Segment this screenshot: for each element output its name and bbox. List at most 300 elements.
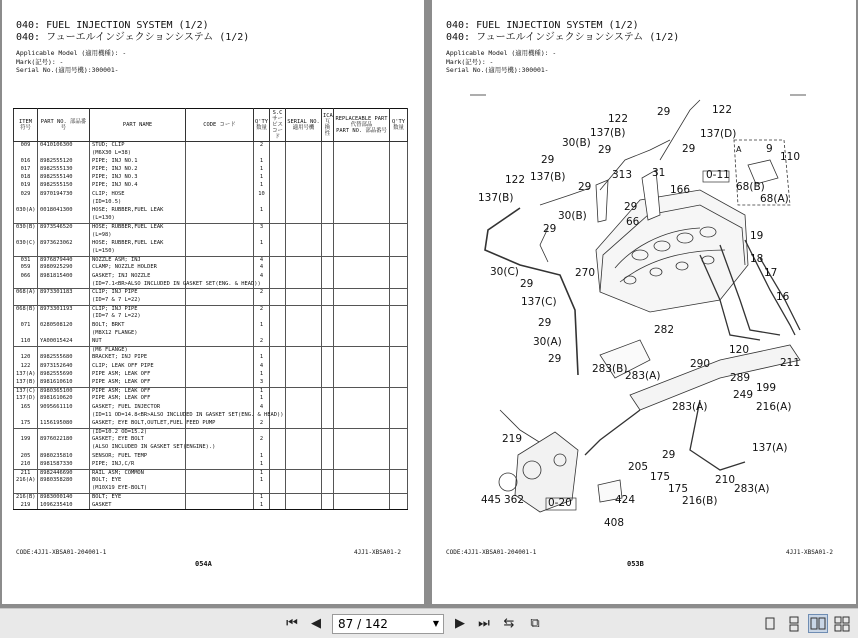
cell-code bbox=[186, 338, 254, 346]
table-row bbox=[14, 502, 408, 510]
left-page-label: 054A bbox=[195, 560, 212, 568]
cell-serial bbox=[286, 142, 322, 150]
continuous-view-icon[interactable] bbox=[784, 614, 804, 633]
cell-serial bbox=[286, 338, 322, 346]
cell-sc bbox=[270, 297, 286, 305]
callout-label: 249 bbox=[733, 389, 754, 401]
cell-sc bbox=[270, 404, 286, 412]
cell-part-no: 0018041300 bbox=[38, 207, 90, 215]
cell-repl-qty bbox=[390, 158, 408, 166]
cell-ica bbox=[322, 215, 334, 223]
cell-code bbox=[186, 191, 254, 199]
col-sc: S.C サービスコード bbox=[270, 109, 286, 142]
cell-item bbox=[14, 248, 38, 256]
cell-ica bbox=[322, 248, 334, 256]
inset-label: A bbox=[736, 145, 742, 154]
cell-part-no bbox=[38, 412, 90, 420]
cell-part-no: 8973152640 bbox=[38, 363, 90, 371]
cell-part-no: 8980925290 bbox=[38, 264, 90, 272]
cell-qty: 1 bbox=[254, 461, 270, 469]
cell-code bbox=[186, 305, 254, 313]
cell-part-name: (ID=10.2 OD=15.2) bbox=[90, 428, 186, 436]
cell-qty: 1 bbox=[254, 322, 270, 330]
cell-repl-qty bbox=[390, 256, 408, 264]
cell-repl-qty bbox=[390, 412, 408, 420]
cell-item: 137(C) bbox=[14, 387, 38, 395]
page-number-input[interactable] bbox=[332, 614, 444, 634]
cell-part-no: 1096235410 bbox=[38, 502, 90, 510]
cell-item: 030(A) bbox=[14, 207, 38, 215]
cell-part-no: 8982446690 bbox=[38, 469, 90, 477]
cell-part-no bbox=[38, 232, 90, 240]
cell-code bbox=[186, 469, 254, 477]
cell-part-name: GASKET; INJ NOZZLE bbox=[90, 273, 186, 281]
cell-part-name: CLAMP; NOZZLE HOLDER bbox=[90, 264, 186, 272]
cell-code bbox=[186, 354, 254, 362]
table-row bbox=[14, 469, 408, 477]
cell-serial bbox=[286, 363, 322, 371]
table-row bbox=[14, 273, 408, 281]
cell-part-name: (L=130) bbox=[90, 215, 186, 223]
cell-repl-part bbox=[334, 436, 390, 444]
col-qty: Q'TY 数量 bbox=[254, 109, 270, 142]
last-page-icon[interactable]: ⏭ bbox=[478, 616, 490, 631]
callout-label: 270 bbox=[575, 267, 596, 279]
right-applicable-model: Applicable Model (適用機種): - bbox=[446, 49, 557, 57]
callout-label: 283(A) bbox=[625, 370, 661, 382]
col-serial: SERIAL NO. 適用号機 bbox=[286, 109, 322, 142]
cell-qty bbox=[254, 297, 270, 305]
cell-repl-qty bbox=[390, 371, 408, 379]
table-row bbox=[14, 158, 408, 166]
prev-page-icon[interactable]: ◀ bbox=[311, 616, 321, 631]
cell-item bbox=[14, 150, 38, 158]
cell-serial bbox=[286, 256, 322, 264]
cell-serial bbox=[286, 305, 322, 313]
cell-ica bbox=[322, 387, 334, 395]
cell-ica bbox=[322, 199, 334, 207]
right-page-header bbox=[446, 20, 679, 75]
callout-label: 137(B) bbox=[530, 171, 566, 183]
cell-repl-qty bbox=[390, 404, 408, 412]
cell-serial bbox=[286, 264, 322, 272]
left-page-header bbox=[16, 20, 249, 75]
goto-page-icon[interactable]: ⇆ bbox=[503, 616, 515, 631]
cell-sc bbox=[270, 207, 286, 215]
single-page-view-icon[interactable] bbox=[760, 614, 780, 633]
right-serial-no: Serial No.(適用号機):300001- bbox=[446, 66, 549, 74]
table-row bbox=[14, 363, 408, 371]
cell-sc bbox=[270, 199, 286, 207]
cell-sc bbox=[270, 232, 286, 240]
table-row bbox=[14, 346, 408, 354]
cell-repl-part bbox=[334, 387, 390, 395]
cell-qty: 4 bbox=[254, 256, 270, 264]
cell-part-no: 8983000140 bbox=[38, 494, 90, 502]
cell-sc bbox=[270, 174, 286, 182]
cell-ica bbox=[322, 150, 334, 158]
cell-part-name: NUT bbox=[90, 338, 186, 346]
cell-part-name: (ID=7 & 7 L=22) bbox=[90, 313, 186, 321]
cell-part-no: 1156195080 bbox=[38, 420, 90, 428]
cell-qty bbox=[254, 330, 270, 338]
cell-serial bbox=[286, 207, 322, 215]
cell-part-name: CLIP; LEAK OFF PIPE bbox=[90, 363, 186, 371]
cell-serial bbox=[286, 477, 322, 485]
cell-part-no bbox=[38, 215, 90, 223]
cell-repl-part bbox=[334, 338, 390, 346]
cell-repl-part bbox=[334, 371, 390, 379]
cell-code bbox=[186, 289, 254, 297]
cell-ica bbox=[322, 354, 334, 362]
table-row bbox=[14, 453, 408, 461]
cell-sc bbox=[270, 330, 286, 338]
cell-repl-part bbox=[334, 313, 390, 321]
col-ica: ICA 互換性 bbox=[322, 109, 334, 142]
cell-sc bbox=[270, 191, 286, 199]
cell-repl-part bbox=[334, 150, 390, 158]
cell-sc bbox=[270, 371, 286, 379]
cell-ica bbox=[322, 477, 334, 485]
cell-code bbox=[186, 453, 254, 461]
cell-serial bbox=[286, 436, 322, 444]
callout-label: 29 bbox=[624, 201, 638, 213]
cell-repl-qty bbox=[390, 477, 408, 485]
callout-label: 122 bbox=[712, 104, 733, 116]
cell-item: 122 bbox=[14, 363, 38, 371]
cell-ica bbox=[322, 453, 334, 461]
cell-item: 175 bbox=[14, 420, 38, 428]
cell-repl-part bbox=[334, 182, 390, 190]
callout-label: 210 bbox=[715, 474, 736, 486]
cell-code bbox=[186, 273, 254, 281]
cell-part-no: 9095661110 bbox=[38, 404, 90, 412]
callout-label: 283(A) bbox=[672, 401, 708, 413]
callout-label: 216(B) bbox=[682, 495, 718, 507]
cell-qty bbox=[254, 150, 270, 158]
cell-serial bbox=[286, 379, 322, 387]
table-row bbox=[14, 477, 408, 485]
left-title-en: 040: FUEL INJECTION SYSTEM (1/2) bbox=[16, 20, 209, 31]
cell-part-name: PIPE; INJ NO.4 bbox=[90, 182, 186, 190]
cell-ica bbox=[322, 379, 334, 387]
cell-part-name: (ID=7 & 7 L=22) bbox=[90, 297, 186, 305]
cell-part-name: (ID=7.1<BR>ALSO INCLUDED IN GASKET SET(ENG. & HEAD)) bbox=[90, 281, 186, 289]
table-row bbox=[14, 338, 408, 346]
callout-label: 137(B) bbox=[478, 192, 514, 204]
cell-sc bbox=[270, 256, 286, 264]
cell-part-name: (ID=11 OD=14.8<BR>ALSO INCLUDED IN GASKET SET(ENG. & HEAD)) bbox=[90, 412, 186, 420]
table-row bbox=[14, 174, 408, 182]
cell-part-no: 8976022180 bbox=[38, 436, 90, 444]
cell-code bbox=[186, 207, 254, 215]
cell-serial bbox=[286, 346, 322, 354]
cell-item bbox=[14, 215, 38, 223]
right-page bbox=[432, 0, 856, 604]
cell-part-no: 8982555130 bbox=[38, 166, 90, 174]
two-page-continuous-view-icon[interactable] bbox=[832, 614, 852, 633]
cell-qty: 4 bbox=[254, 264, 270, 272]
table-row bbox=[14, 150, 408, 158]
cell-serial bbox=[286, 232, 322, 240]
cell-qty: 2 bbox=[254, 305, 270, 313]
callout-label: 211 bbox=[780, 357, 801, 369]
callout-label: 9 bbox=[766, 143, 773, 155]
cell-repl-qty bbox=[390, 469, 408, 477]
next-page-icon[interactable]: ▶ bbox=[455, 616, 465, 631]
cell-repl-qty bbox=[390, 248, 408, 256]
cell-repl-part bbox=[334, 494, 390, 502]
table-row bbox=[14, 354, 408, 362]
cell-ica bbox=[322, 428, 334, 436]
cell-part-name: GASKET bbox=[90, 502, 186, 510]
callout-label: 137(D) bbox=[700, 128, 737, 140]
callout-label: 175 bbox=[668, 483, 689, 495]
cell-serial bbox=[286, 404, 322, 412]
cell-repl-qty bbox=[390, 166, 408, 174]
cell-part-name: RAIL ASM; COMMON bbox=[90, 469, 186, 477]
cell-qty: 1 bbox=[254, 182, 270, 190]
left-applicable-model: Applicable Model (適用機種): - bbox=[16, 49, 127, 57]
cell-code bbox=[186, 142, 254, 150]
callout-label: 289 bbox=[730, 372, 751, 384]
table-row bbox=[14, 412, 408, 420]
left-footer-code-right: 4JJ1-XBSA01-2 bbox=[354, 549, 401, 556]
cell-part-name: (L=150) bbox=[90, 248, 186, 256]
cell-qty bbox=[254, 444, 270, 452]
cell-qty: 2 bbox=[254, 142, 270, 150]
cell-ica bbox=[322, 174, 334, 182]
table-row bbox=[14, 461, 408, 469]
table-row bbox=[14, 142, 408, 150]
right-title-en: 040: FUEL INJECTION SYSTEM (1/2) bbox=[446, 20, 639, 31]
cell-sc bbox=[270, 166, 286, 174]
cell-repl-qty bbox=[390, 330, 408, 338]
table-row bbox=[14, 264, 408, 272]
cell-item: 016 bbox=[14, 158, 38, 166]
cell-code bbox=[186, 371, 254, 379]
cell-serial bbox=[286, 158, 322, 166]
cell-ica bbox=[322, 264, 334, 272]
cell-part-no: 0280508120 bbox=[38, 322, 90, 330]
cell-ica bbox=[322, 207, 334, 215]
cell-sc bbox=[270, 264, 286, 272]
cell-sc bbox=[270, 387, 286, 395]
table-row bbox=[14, 256, 408, 264]
cell-qty: 1 bbox=[254, 387, 270, 395]
cell-repl-part bbox=[334, 330, 390, 338]
cell-part-name: (M10X19 EYE-BOLT) bbox=[90, 485, 186, 493]
callout-label: 313 bbox=[612, 169, 633, 181]
cell-part-no: 8973301183 bbox=[38, 289, 90, 297]
cell-part-name: BRACKET; INJ PIPE bbox=[90, 354, 186, 362]
cell-sc bbox=[270, 477, 286, 485]
cell-repl-qty bbox=[390, 453, 408, 461]
cell-item: 199 bbox=[14, 436, 38, 444]
cell-item bbox=[14, 199, 38, 207]
cell-ica bbox=[322, 297, 334, 305]
callout-label: 219 bbox=[502, 433, 523, 445]
cell-repl-part bbox=[334, 273, 390, 281]
table-row bbox=[14, 485, 408, 493]
cell-qty bbox=[254, 485, 270, 493]
table-row bbox=[14, 436, 408, 444]
cell-repl-part bbox=[334, 142, 390, 150]
cell-part-no: 8981610610 bbox=[38, 379, 90, 387]
cell-repl-part bbox=[334, 232, 390, 240]
cell-qty bbox=[254, 199, 270, 207]
cell-code bbox=[186, 199, 254, 207]
callout-label: 68(A) bbox=[760, 193, 789, 205]
table-row bbox=[14, 428, 408, 436]
cell-code bbox=[186, 150, 254, 158]
table-row bbox=[14, 395, 408, 403]
cell-repl-part bbox=[334, 248, 390, 256]
cell-ica bbox=[322, 232, 334, 240]
cell-qty: 3 bbox=[254, 379, 270, 387]
cell-part-name: (M6 FLANGE) bbox=[90, 346, 186, 354]
cell-item: 210 bbox=[14, 461, 38, 469]
cell-ica bbox=[322, 305, 334, 313]
callout-label: 29 bbox=[548, 353, 562, 365]
cell-repl-part bbox=[334, 354, 390, 362]
cell-ica bbox=[322, 412, 334, 420]
cell-item: 110 bbox=[14, 338, 38, 346]
cell-qty: 4 bbox=[254, 273, 270, 281]
cell-qty: 1 bbox=[254, 371, 270, 379]
cell-part-name: HOSE; RUBBER,FUEL LEAK bbox=[90, 223, 186, 231]
cell-sc bbox=[270, 453, 286, 461]
cell-item bbox=[14, 346, 38, 354]
cell-part-name: CLIP; HOSE bbox=[90, 191, 186, 199]
cell-repl-part bbox=[334, 379, 390, 387]
cell-ica bbox=[322, 461, 334, 469]
cell-qty: 2 bbox=[254, 289, 270, 297]
cell-serial bbox=[286, 273, 322, 281]
cell-repl-part bbox=[334, 223, 390, 231]
cell-serial bbox=[286, 371, 322, 379]
cell-code bbox=[186, 395, 254, 403]
cell-ica bbox=[322, 436, 334, 444]
cell-serial bbox=[286, 502, 322, 510]
cell-repl-qty bbox=[390, 273, 408, 281]
cell-ica bbox=[322, 494, 334, 502]
cell-serial bbox=[286, 444, 322, 452]
cell-repl-qty bbox=[390, 174, 408, 182]
cell-item: 165 bbox=[14, 404, 38, 412]
cell-part-name: GASKET; EYE BOLT,OUTLET,FUEL FEED PUMP bbox=[90, 420, 186, 428]
cell-item: 018 bbox=[14, 174, 38, 182]
cell-repl-qty bbox=[390, 281, 408, 289]
cell-repl-part bbox=[334, 453, 390, 461]
cell-repl-qty bbox=[390, 395, 408, 403]
parts-table-body bbox=[14, 142, 408, 510]
callout-label: 283(A) bbox=[734, 483, 770, 495]
right-mark: Mark(記号): - bbox=[446, 57, 494, 66]
table-row bbox=[14, 289, 408, 297]
callout-label: 30(B) bbox=[558, 210, 587, 222]
callout-label: 0-20 bbox=[548, 497, 572, 509]
cell-sc bbox=[270, 436, 286, 444]
cell-qty: 1 bbox=[254, 494, 270, 502]
cell-code bbox=[186, 297, 254, 305]
col-item: ITEM 符号 bbox=[14, 109, 38, 142]
callout-label: 29 bbox=[657, 106, 671, 118]
cell-serial bbox=[286, 395, 322, 403]
first-page-icon[interactable]: ⏮ bbox=[286, 616, 298, 631]
table-row bbox=[14, 232, 408, 240]
cell-repl-part bbox=[334, 395, 390, 403]
callout-label: 66 bbox=[626, 216, 640, 228]
cell-ica bbox=[322, 191, 334, 199]
two-page-view-icon[interactable] bbox=[808, 614, 828, 633]
callout-label: 122 bbox=[608, 113, 629, 125]
callout-label: 29 bbox=[662, 449, 676, 461]
callout-label: 29 bbox=[541, 154, 555, 166]
cell-sc bbox=[270, 182, 286, 190]
cell-repl-qty bbox=[390, 428, 408, 436]
cell-ica bbox=[322, 444, 334, 452]
cell-qty: 1 bbox=[254, 166, 270, 174]
table-row bbox=[14, 182, 408, 190]
cell-part-no: 8980365100 bbox=[38, 387, 90, 395]
exploded-parts-diagram bbox=[432, 80, 856, 550]
cell-repl-part bbox=[334, 485, 390, 493]
cell-sc bbox=[270, 142, 286, 150]
cell-code bbox=[186, 256, 254, 264]
cell-code bbox=[186, 248, 254, 256]
cell-part-name: BOLT; BRKT bbox=[90, 322, 186, 330]
cell-part-no: 8982555150 bbox=[38, 182, 90, 190]
cell-part-name: GASKET; EYE BOLT bbox=[90, 436, 186, 444]
left-mark: Mark(記号): - bbox=[16, 57, 64, 66]
cell-item: 066 bbox=[14, 273, 38, 281]
cell-ica bbox=[322, 142, 334, 150]
callout-label: 30(A) bbox=[533, 336, 562, 348]
cell-qty: 1 bbox=[254, 354, 270, 362]
cell-ica bbox=[322, 404, 334, 412]
left-title-jp: 040: フューエルインジェクションシステム (1/2) bbox=[16, 32, 250, 43]
cell-ica bbox=[322, 346, 334, 354]
table-row bbox=[14, 248, 408, 256]
cell-code bbox=[186, 436, 254, 444]
cell-serial bbox=[286, 485, 322, 493]
cell-part-name: BOLT; EYE bbox=[90, 477, 186, 485]
cell-code bbox=[186, 215, 254, 223]
cell-repl-part bbox=[334, 363, 390, 371]
cell-repl-part bbox=[334, 297, 390, 305]
callout-label: 19 bbox=[750, 230, 764, 242]
table-row bbox=[14, 240, 408, 248]
cell-repl-part bbox=[334, 289, 390, 297]
copy-icon[interactable]: ⧉ bbox=[530, 616, 540, 631]
table-row bbox=[14, 207, 408, 215]
cell-serial bbox=[286, 387, 322, 395]
left-serial-no: Serial No.(適用号機):300001- bbox=[16, 66, 119, 74]
cell-sc bbox=[270, 346, 286, 354]
cell-item: 137(D) bbox=[14, 395, 38, 403]
cell-qty: 2 bbox=[254, 338, 270, 346]
callout-label: 282 bbox=[654, 324, 675, 336]
cell-item: 120 bbox=[14, 354, 38, 362]
cell-item: 071 bbox=[14, 322, 38, 330]
cell-sc bbox=[270, 461, 286, 469]
cell-repl-qty bbox=[390, 305, 408, 313]
cell-part-name: SENSOR; FUEL TEMP bbox=[90, 453, 186, 461]
cell-part-no: 8973301193 bbox=[38, 305, 90, 313]
cell-repl-qty bbox=[390, 199, 408, 207]
table-row bbox=[14, 215, 408, 223]
